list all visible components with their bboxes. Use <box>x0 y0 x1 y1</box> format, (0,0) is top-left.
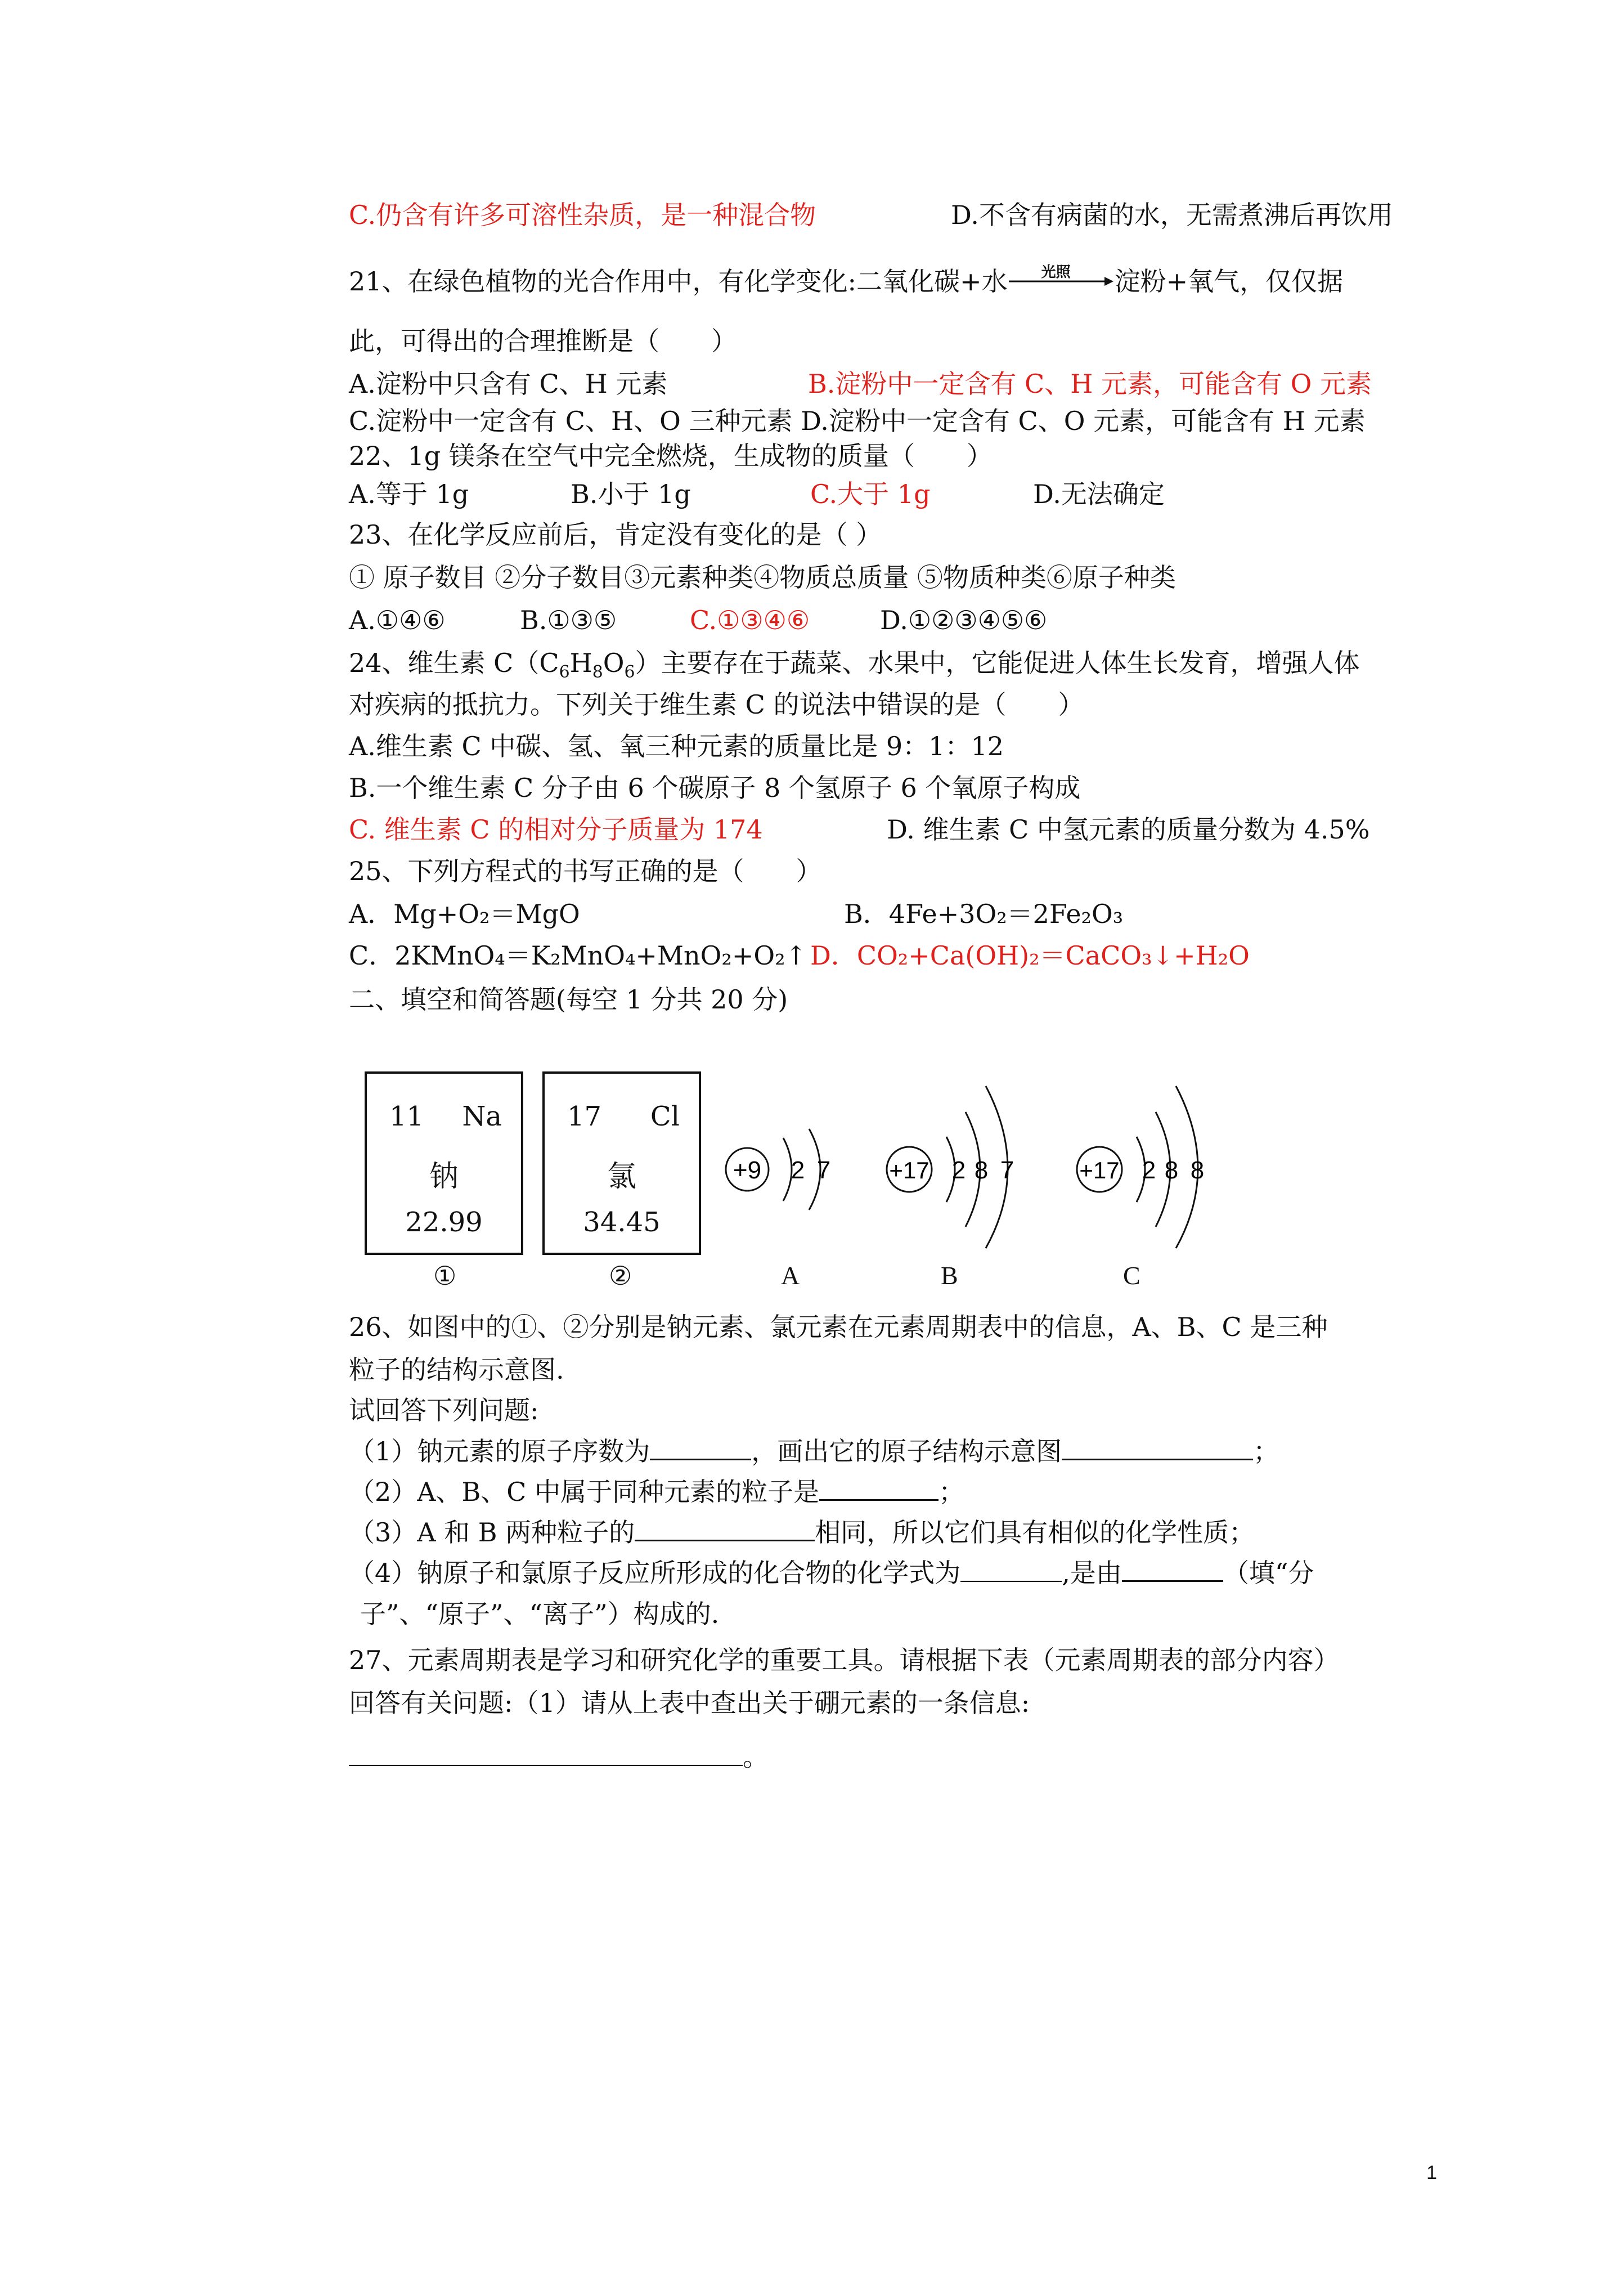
label-1: ① <box>433 1261 457 1291</box>
q26-4-text-c: （填“分 <box>1223 1558 1314 1588</box>
shell-b-2: 8 <box>974 1156 989 1184</box>
question-27: 27、元素周期表是学习和研究化学的重要工具。请根据下表（元素周期表的部分内容） <box>349 1645 1340 1675</box>
element-card-cl <box>542 1071 701 1255</box>
q24-prompt: 对疾病的抵抗力。下列关于维生素 C 的说法中错误的是（ ） <box>349 689 1084 720</box>
q25-option-c: C．2KMnO₄＝K₂MnO₄+MnO₂+O₂↑ <box>349 940 807 971</box>
blank-particle-type[interactable] <box>1122 1555 1223 1582</box>
q24-option-d: D. 维生素 C 中氢元素的质量分数为 4.5% <box>887 814 1370 845</box>
q21-options-cd: C.淀粉中一定含有 C、H、O 三种元素 D.淀粉中一定含有 C、O 元素，可能含有 H 元素 <box>349 406 1366 436</box>
q24-pre: 24、维生素 C（C <box>349 648 559 678</box>
blank-same-element[interactable] <box>819 1474 939 1501</box>
q26-sub-3 <box>349 1515 1255 1549</box>
q26-1-text: （1）钠元素的原子序数为 <box>349 1436 650 1467</box>
q21-prompt: 此，可得出的合理推断是（ ） <box>349 326 737 356</box>
q26-1-end: ； <box>1253 1436 1279 1467</box>
blank-structure-diagram[interactable] <box>1062 1434 1253 1460</box>
q21-option-b-answer: B.淀粉中一定含有 C、H 元素，可能含有 O 元素 <box>808 369 1372 399</box>
blank-boron-info[interactable] <box>349 1740 743 1766</box>
shell-c-2: 8 <box>1164 1156 1179 1184</box>
q26-1-text-b: ，画出它的原子结构示意图 <box>751 1436 1062 1467</box>
label-b: B <box>941 1261 958 1290</box>
atom-diagram-c <box>1072 1058 1241 1249</box>
q27-line-2: 回答有关问题:（1）请从上表中查出关于硼元素的一条信息: <box>349 1688 1030 1718</box>
shell-b-3: 7 <box>1000 1156 1014 1184</box>
q21-text-b: 淀粉+氧气，仅仅据 <box>1114 266 1344 297</box>
shell-c-3: 8 <box>1190 1156 1205 1184</box>
q26-sub-4-cont: 子”、“原子”、“离子”）构成的. <box>360 1599 720 1629</box>
shell-a-2: 7 <box>816 1156 831 1184</box>
q24-option-c-answer: C. 维生素 C 的相对分子质量为 174 <box>349 814 763 845</box>
q24-option-a: A.维生素 C 中碳、氢、氧三种元素的质量比是 9：1：12 <box>349 731 1004 761</box>
q23-option-c-answer: C.①③④⑥ <box>690 605 810 635</box>
blank-atomic-number[interactable] <box>650 1434 751 1460</box>
q21-option-a: A.淀粉中只含有 C、H 元素 <box>349 369 668 399</box>
q24-h: H <box>569 648 592 678</box>
na-symbol: Na <box>462 1101 502 1132</box>
q26-sub-4 <box>349 1555 1314 1590</box>
option-d: D.不含有病菌的水，无需煮沸后再饮用 <box>951 200 1393 230</box>
q23-option-d: D.①②③④⑤⑥ <box>880 605 1048 635</box>
question-23: 23、在化学反应前后，肯定没有变化的是（ ） <box>349 519 882 550</box>
question-24 <box>349 646 1360 689</box>
q22-option-c-answer: C.大于 1g <box>810 479 931 509</box>
section-2-heading: 二、填空和简答题(每空 1 分共 20 分) <box>349 984 788 1015</box>
shell-b-1: 2 <box>951 1156 966 1184</box>
blank-same-property[interactable] <box>635 1515 815 1541</box>
q26-3-text: （3）A 和 B 两种粒子的 <box>349 1517 635 1548</box>
q23-option-a: A.①④⑥ <box>349 605 446 635</box>
question-22: 22、1g 镁条在空气中完全燃烧，生成物的质量（ ） <box>349 441 993 471</box>
na-mass: 22.99 <box>405 1207 483 1238</box>
label-2: ② <box>609 1261 632 1291</box>
q24-o: O <box>603 648 625 678</box>
shell-c-1: 2 <box>1142 1156 1156 1184</box>
q25-option-b: B．4Fe+3O₂＝2Fe₂O₃ <box>844 899 1124 929</box>
na-number: 11 <box>389 1101 424 1132</box>
q26-prompt: 试回答下列问题: <box>349 1395 539 1425</box>
q24-sub1: 6 <box>559 662 570 683</box>
q26-sub-1 <box>349 1434 1279 1468</box>
q27-end: 。 <box>743 1742 769 1772</box>
q26-2-end: ； <box>939 1477 965 1507</box>
q26-4-text: （4）钠原子和氯原子反应所形成的化合物的化学式为 <box>349 1558 961 1588</box>
q26-2-text: （2）A、B、C 中属于同种元素的粒子是 <box>349 1477 820 1507</box>
atom-diagram-b <box>882 1058 1051 1249</box>
arrow-label: 光照 <box>1041 264 1071 281</box>
question-21 <box>349 264 1343 298</box>
q26-3-text-b: 相同，所以它们具有相似的化学性质； <box>815 1517 1255 1548</box>
shell-a-1: 2 <box>791 1156 805 1184</box>
q24-post: ）主要存在于蔬菜、水果中，它能促进人体生长发育，增强人体 <box>635 648 1360 678</box>
label-a: A <box>781 1261 800 1290</box>
q27-answer-line <box>349 1740 769 1774</box>
arrow-icon <box>1008 275 1115 288</box>
question-25: 25、下列方程式的书写正确的是（ ） <box>349 856 822 886</box>
label-c: C <box>1123 1261 1140 1290</box>
q25-option-d-answer: D．CO₂+Ca(OH)₂＝CaCO₃↓+H₂O <box>810 940 1250 971</box>
na-name: 钠 <box>429 1160 459 1194</box>
element-card-na <box>365 1071 523 1255</box>
nucleus-b-charge: +17 <box>889 1157 930 1183</box>
q23-option-b: B.①③⑤ <box>520 605 617 635</box>
q26-line-2: 粒子的结构示意图. <box>349 1355 564 1385</box>
blank-formula[interactable] <box>960 1556 1062 1582</box>
q22-option-d: D.无法确定 <box>1033 479 1165 509</box>
q21-text-a: 21、在绿色植物的光合作用中，有化学变化:二氧化碳+水 <box>349 266 1008 297</box>
q26-sub-2 <box>349 1474 964 1509</box>
q22-option-b: B.小于 1g <box>571 479 691 509</box>
q22-option-a: A.等于 1g <box>349 479 469 509</box>
cl-mass: 34.45 <box>583 1207 661 1238</box>
option-c-answer: C.仍含有许多可溶性杂质，是一种混合物 <box>349 200 816 230</box>
question-26: 26、如图中的①、②分别是钠元素、氯元素在元素周期表中的信息，A、B、C 是三种 <box>349 1312 1328 1342</box>
q25-option-a: A．Mg+O₂＝MgO <box>349 899 580 929</box>
q26-4-text-b: ,是由 <box>1062 1558 1122 1588</box>
cl-number: 17 <box>567 1101 602 1132</box>
q23-items: ① 原子数目 ②分子数目③元素种类④物质总质量 ⑤物质种类⑥原子种类 <box>349 562 1176 593</box>
reaction-arrow <box>1008 264 1115 294</box>
nucleus-c-charge: +17 <box>1079 1157 1120 1183</box>
page-number: 1 <box>1426 2162 1437 2183</box>
q24-sub3: 6 <box>624 662 635 683</box>
atom-diagram-a <box>720 1109 861 1244</box>
q24-option-b: B.一个维生素 C 分子由 6 个碳原子 8 个氢原子 6 个氧原子构成 <box>349 773 1081 803</box>
cl-symbol: Cl <box>650 1101 680 1132</box>
nucleus-a-charge: +9 <box>733 1156 762 1184</box>
cl-name: 氯 <box>607 1160 636 1194</box>
q24-sub2: 8 <box>592 662 603 683</box>
